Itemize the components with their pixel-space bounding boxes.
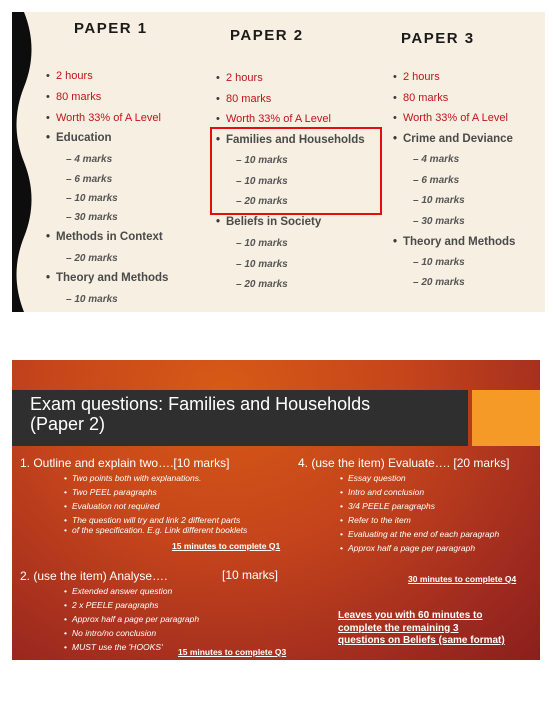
q2-bullet: • Extended answer question bbox=[72, 586, 172, 596]
remaining-line1: Leaves you with 60 minutes to bbox=[338, 610, 483, 621]
list-item: • Worth 33% of A Level bbox=[403, 112, 508, 124]
list-item: – 30 marks bbox=[66, 212, 118, 223]
q3-time-note: 15 minutes to complete Q3 bbox=[178, 647, 287, 657]
list-item: – 6 marks bbox=[413, 175, 460, 186]
slide-title-line2: (Paper 2) bbox=[30, 414, 106, 434]
list-item: – 10 marks bbox=[413, 195, 465, 206]
list-item: – 10 marks bbox=[236, 176, 288, 187]
q1-bullet: • Evaluation not required bbox=[72, 501, 159, 511]
paper1-title: PAPER 1 bbox=[74, 20, 148, 37]
q1-bullet: • Two PEEL paragraphs bbox=[72, 487, 157, 497]
list-item: – 10 marks bbox=[236, 238, 288, 249]
list-item: • Beliefs in Society bbox=[226, 216, 321, 228]
q2-marks: [10 marks] bbox=[222, 568, 279, 582]
list-item: – 20 marks bbox=[66, 253, 118, 264]
q4-bullet: • Evaluating at the end of each paragraph bbox=[348, 529, 499, 539]
q4-bullet: • Approx half a page per paragraph bbox=[348, 543, 475, 553]
slide-title bbox=[30, 394, 370, 434]
list-item: • Methods in Context bbox=[56, 231, 163, 243]
paper3-title: PAPER 3 bbox=[401, 30, 475, 47]
list-item: – 10 marks bbox=[236, 259, 288, 270]
families-highlight-box bbox=[210, 127, 382, 215]
list-item: • Worth 33% of A Level bbox=[226, 113, 331, 125]
paper2-title: PAPER 2 bbox=[230, 27, 304, 44]
q1-bullet-continuation: • of the specification. E.g. Link different booklets bbox=[72, 525, 247, 535]
q4-bullet: • Essay question bbox=[348, 473, 406, 483]
list-item: – 6 marks bbox=[66, 174, 113, 185]
list-item: – 20 marks bbox=[236, 196, 288, 207]
list-item: – 20 marks bbox=[413, 277, 465, 288]
remaining-time-note bbox=[338, 610, 505, 648]
q4-heading: 4. (use the item) Evaluate…. [20 marks] bbox=[298, 456, 510, 470]
list-item: • 80 marks bbox=[226, 93, 271, 105]
list-item: – 4 marks bbox=[66, 154, 113, 165]
list-item: • 80 marks bbox=[56, 91, 101, 103]
list-item: • 2 hours bbox=[56, 70, 93, 82]
q1-bullet: • The question will try and link 2 different parts bbox=[72, 515, 240, 525]
list-item: – 30 marks bbox=[413, 216, 465, 227]
q4-time-note: 30 minutes to complete Q4 bbox=[408, 574, 517, 584]
list-item: • Theory and Methods bbox=[403, 236, 515, 248]
list-item: • 2 hours bbox=[226, 72, 263, 84]
accent-square bbox=[472, 390, 540, 446]
list-item: • 80 marks bbox=[403, 92, 448, 104]
list-item: – 20 marks bbox=[236, 279, 288, 290]
list-item: – 10 marks bbox=[413, 257, 465, 268]
q2-bullet: • MUST use the 'HOOKS' bbox=[72, 642, 163, 652]
list-item: • Theory and Methods bbox=[56, 272, 168, 284]
q2-bullet: • 2 x PEELE paragraphs bbox=[72, 600, 158, 610]
q4-bullet: • 3/4 PEELE paragraphs bbox=[348, 501, 435, 511]
remaining-line2: complete the remaining 3 bbox=[338, 622, 459, 634]
q1-bullet: • Two points both with explanations. bbox=[72, 473, 201, 483]
list-item: • Worth 33% of A Level bbox=[56, 112, 161, 124]
q4-bullet: • Refer to the item bbox=[348, 515, 411, 525]
list-item: • 2 hours bbox=[403, 71, 440, 83]
slide-title-line1: Exam questions: Families and Households bbox=[30, 394, 371, 414]
q1-time-note: 15 minutes to complete Q1 bbox=[172, 541, 281, 551]
wavy-left-border bbox=[12, 12, 40, 312]
list-item: – 10 marks bbox=[66, 193, 118, 204]
list-item: – 4 marks bbox=[413, 154, 460, 165]
exam-questions-slide bbox=[12, 360, 540, 660]
remaining-line3: questions on Beliefs (same format) bbox=[338, 635, 505, 646]
list-item: • Crime and Deviance bbox=[403, 133, 513, 145]
paper-overview-slide bbox=[12, 12, 545, 312]
q2-bullet: • Approx half a page per paragraph bbox=[72, 614, 199, 624]
q4-bullet: • Intro and conclusion bbox=[348, 487, 424, 497]
q2-heading: 2. (use the item) Analyse…. bbox=[20, 569, 168, 583]
list-item: • Education bbox=[56, 132, 112, 144]
list-item: – 10 marks bbox=[66, 294, 118, 305]
q2-bullet: • No intro/no conclusion bbox=[72, 628, 156, 638]
list-item: – 10 marks bbox=[236, 155, 288, 166]
list-item: • Families and Households bbox=[226, 134, 365, 146]
q1-heading: 1. Outline and explain two….[10 marks] bbox=[20, 456, 230, 470]
